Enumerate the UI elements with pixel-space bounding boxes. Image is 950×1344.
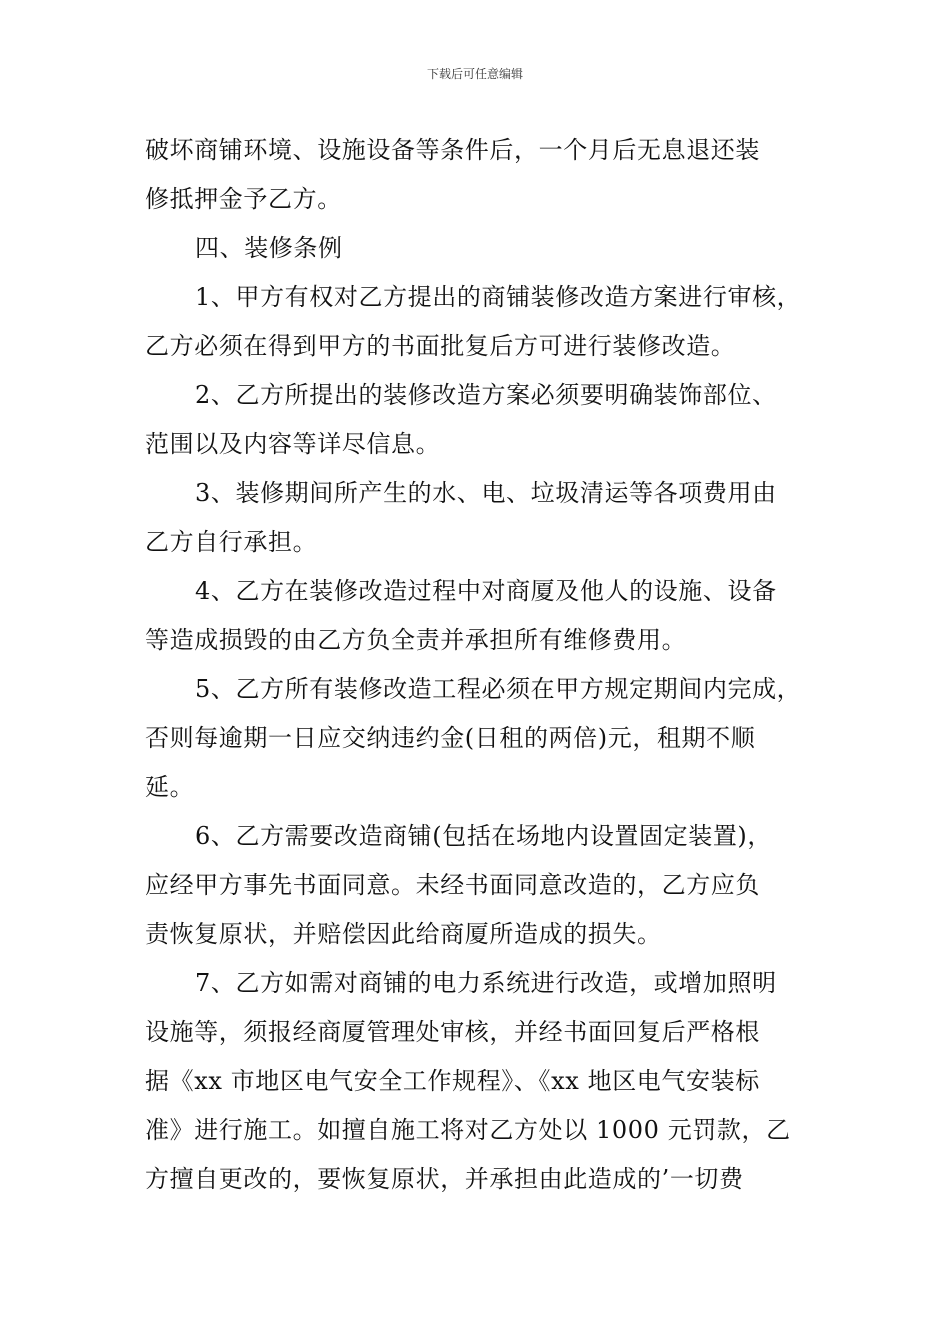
clause-7-line: 方擅自更改的，要恢复原状，并承担由此造成的’一切费 — [145, 1165, 744, 1193]
section-heading: 四、装修条例 — [195, 234, 343, 262]
clause-3-line: 3、装修期间所产生的水、电、垃圾清运等各项费用由 — [195, 479, 777, 507]
clause-6-line: 6、乙方需要改造商铺(包括在场地内设置固定装置)， — [195, 822, 772, 850]
clause-5-line: 否则每逾期一日应交纳违约金(日租的两倍)元，租期不顺 — [145, 724, 756, 752]
clause-7-line: 据《xx 市地区电气安全工作规程》、《xx 地区电气安装标 — [145, 1067, 760, 1095]
clause-7-line: 设施等，须报经商厦管理处审核，并经书面回复后严格根 — [145, 1018, 760, 1046]
clause-7-line: 7、乙方如需对商铺的电力系统进行改造，或增加照明 — [195, 969, 777, 997]
clause-7-line: 准》进行施工。如擅自施工将对乙方处以 1000 元罚款，乙 — [145, 1116, 791, 1144]
clause-5-line: 5、乙方所有装修改造工程必须在甲方规定期间内完成， — [195, 675, 802, 703]
clause-1-line: 1、甲方有权对乙方提出的商铺装修改造方案进行审核， — [195, 283, 802, 311]
document-body — [145, 126, 810, 1204]
clause-4-line: 4、乙方在装修改造过程中对商厦及他人的设施、设备 — [195, 577, 777, 605]
text-line: 破坏商铺环境、设施设备等条件后，一个月后无息退还装 — [145, 136, 760, 164]
page-header: 下载后可任意编辑 — [426, 67, 523, 81]
clause-2-line: 范围以及内容等详尽信息。 — [145, 430, 441, 458]
text-line: 修抵押金予乙方。 — [145, 185, 342, 213]
clause-5-line: 延。 — [145, 773, 195, 801]
clause-2-line: 2、乙方所提出的装修改造方案必须要明确装饰部位、 — [195, 381, 777, 409]
clause-4-line: 等造成损毁的由乙方负全责并承担所有维修费用。 — [145, 626, 687, 654]
clause-6-line: 责恢复原状，并赔偿因此给商厦所造成的损失。 — [145, 920, 662, 948]
clause-1-line: 乙方必须在得到甲方的书面批复后方可进行装修改造。 — [145, 332, 736, 360]
clause-3-line: 乙方自行承担。 — [145, 528, 318, 556]
clause-6-line: 应经甲方事先书面同意。未经书面同意改造的，乙方应负 — [145, 871, 760, 899]
